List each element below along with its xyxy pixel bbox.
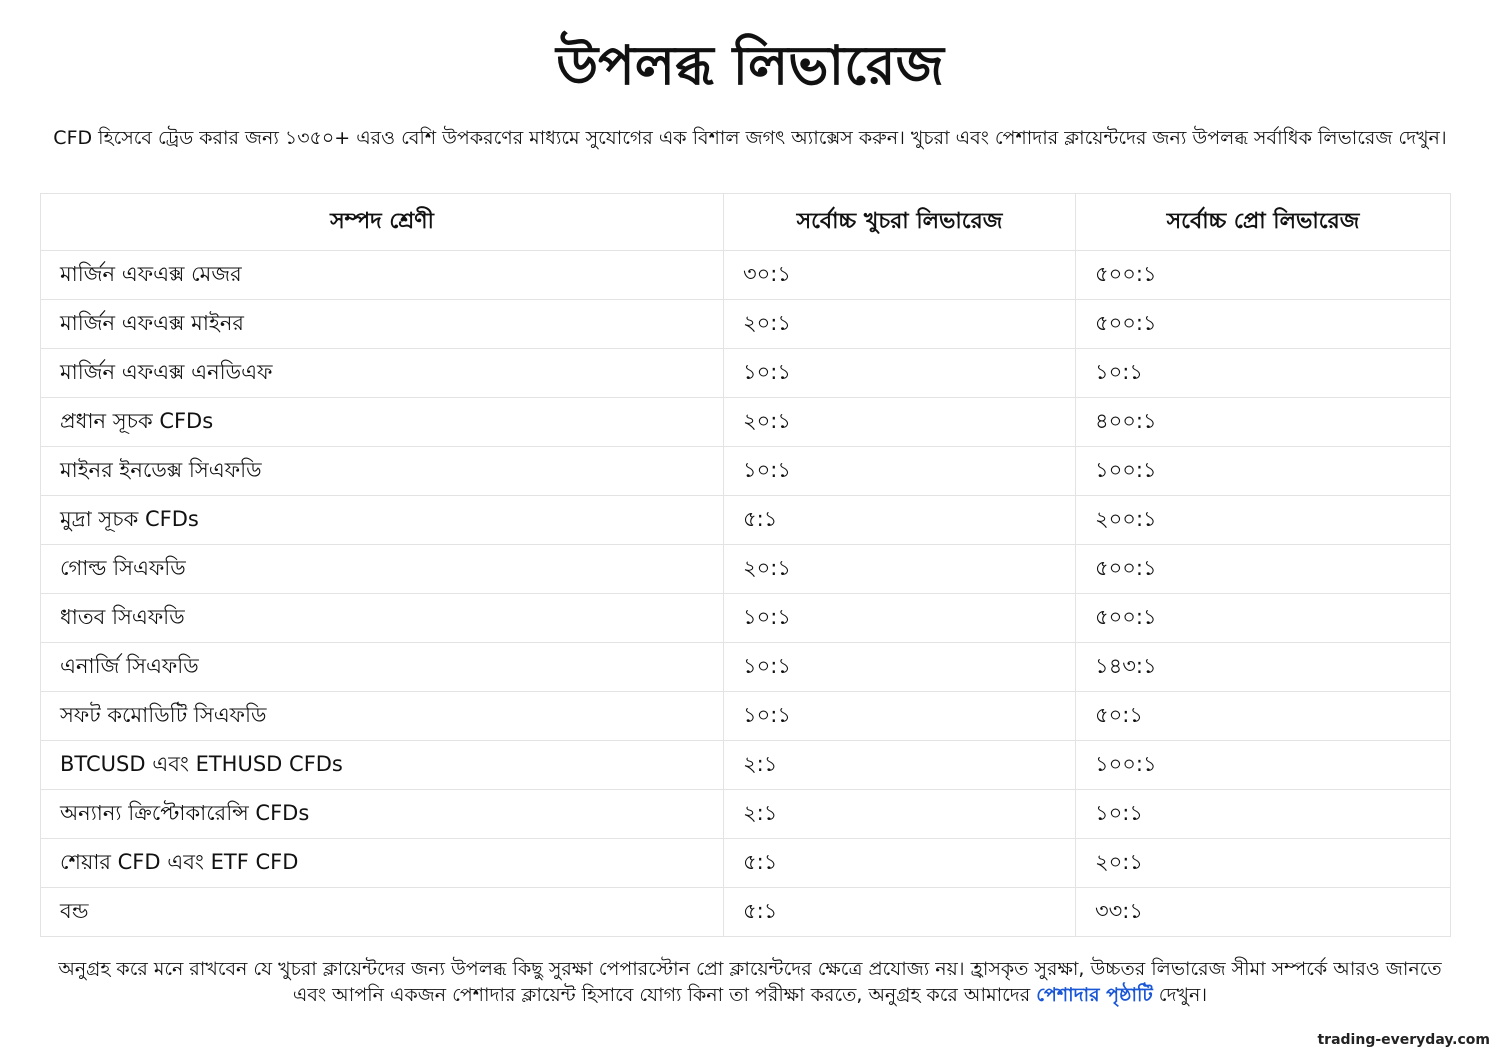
asset-class-cell: মার্জিন এফএক্স মেজর	[41, 251, 724, 300]
page-title: উপলব্ধ লিভারেজ	[556, 34, 944, 97]
footer-note	[40, 956, 1460, 1008]
asset-class-cell: সফট কমোডিটি সিএফডি	[41, 692, 724, 741]
pro-leverage-cell: ৫০:১	[1076, 692, 1451, 741]
table-row	[41, 790, 1451, 839]
table-row	[41, 888, 1451, 937]
pro-leverage-cell: ৫০০:১	[1076, 594, 1451, 643]
table-row	[41, 398, 1451, 447]
pro-leverage-cell: ১০০:১	[1076, 447, 1451, 496]
retail-leverage-cell: ৫:১	[724, 839, 1076, 888]
asset-class-cell: ধাতব সিএফডি	[41, 594, 724, 643]
watermark: trading-everyday.com	[1317, 1032, 1490, 1048]
table-header	[41, 194, 1451, 251]
asset-class-cell: এনার্জি সিএফডি	[41, 643, 724, 692]
table-row	[41, 300, 1451, 349]
asset-class-cell: বন্ড	[41, 888, 724, 937]
table-row	[41, 594, 1451, 643]
footer-text-after: দেখুন।	[1152, 984, 1208, 1006]
leverage-table	[40, 193, 1451, 937]
pro-leverage-cell: ৫০০:১	[1076, 300, 1451, 349]
table-row	[41, 496, 1451, 545]
pro-leverage-cell: ১০০:১	[1076, 741, 1451, 790]
asset-class-cell: অন্যান্য ক্রিপ্টোকারেন্সি CFDs	[41, 790, 724, 839]
retail-leverage-cell: ২০:১	[724, 545, 1076, 594]
retail-leverage-cell: ৩০:১	[724, 251, 1076, 300]
table-row	[41, 741, 1451, 790]
table-row	[41, 447, 1451, 496]
retail-leverage-cell: ১০:১	[724, 643, 1076, 692]
header-asset-class: সম্পদ শ্রেণী	[41, 194, 724, 251]
table-row	[41, 692, 1451, 741]
pro-leverage-cell: ৫০০:১	[1076, 251, 1451, 300]
retail-leverage-cell: ১০:১	[724, 349, 1076, 398]
pro-leverage-cell: ৫০০:১	[1076, 545, 1451, 594]
table-row	[41, 839, 1451, 888]
table-body	[41, 251, 1451, 937]
retail-leverage-cell: ১০:১	[724, 692, 1076, 741]
asset-class-cell: শেয়ার CFD এবং ETF CFD	[41, 839, 724, 888]
retail-leverage-cell: ২:১	[724, 741, 1076, 790]
table-header-row	[41, 194, 1451, 251]
table-row	[41, 545, 1451, 594]
retail-leverage-cell: ৫:১	[724, 888, 1076, 937]
retail-leverage-cell: ৫:১	[724, 496, 1076, 545]
retail-leverage-cell: ১০:১	[724, 447, 1076, 496]
retail-leverage-cell: ২০:১	[724, 398, 1076, 447]
pro-leverage-cell: ৪০০:১	[1076, 398, 1451, 447]
retail-leverage-cell: ১০:১	[724, 594, 1076, 643]
pro-leverage-cell: ১০:১	[1076, 790, 1451, 839]
pro-leverage-cell: ১৪৩:১	[1076, 643, 1451, 692]
pro-leverage-cell: ২০:১	[1076, 839, 1451, 888]
retail-leverage-cell: ২:১	[724, 790, 1076, 839]
asset-class-cell: BTCUSD এবং ETHUSD CFDs	[41, 741, 724, 790]
footer-text-before: অনুগ্রহ করে মনে রাখবেন যে খুচরা ক্লায়েন্টদের জন্য উপলব্ধ কিছু সুরক্ষা পেপারস্টোন প্রো ক্লায়েন্টদের ক্ষেত্রে প্রযোজ্য নয়। হ্রাসকৃত সুরক্ষা, উচ্চতর লিভারেজ সীমা সম্পর্কে আরও জানতে এবং আপনি একজন পেশাদার ক্লায়েন্ট হিসাবে যোগ্য কিনা তা পরীক্ষা করতে, অনুগ্রহ করে আমাদের	[58, 958, 1442, 1006]
intro-paragraph: CFD হিসেবে ট্রেড করার জন্য ১৩৫০+ এরও বেশি উপকরণের মাধ্যমে সুযোগের এক বিশাল জগৎ অ্যাক্সেস করুন। খুচরা এবং পেশাদার ক্লায়েন্টদের জন্য উপলব্ধ সর্বাধিক লিভারেজ দেখুন।	[53, 127, 1447, 149]
table-row	[41, 349, 1451, 398]
professional-page-link[interactable]: পেশাদার পৃষ্ঠাটি	[1036, 984, 1153, 1006]
header-max-pro-leverage: সর্বোচ্চ প্রো লিভারেজ	[1076, 194, 1451, 251]
asset-class-cell: প্রধান সূচক CFDs	[41, 398, 724, 447]
header-max-retail-leverage: সর্বোচ্চ খুচরা লিভারেজ	[724, 194, 1076, 251]
pro-leverage-cell: ৩৩:১	[1076, 888, 1451, 937]
asset-class-cell: গোল্ড সিএফডি	[41, 545, 724, 594]
asset-class-cell: মার্জিন এফএক্স মাইনর	[41, 300, 724, 349]
asset-class-cell: মার্জিন এফএক্স এনডিএফ	[41, 349, 724, 398]
pro-leverage-cell: ২০০:১	[1076, 496, 1451, 545]
asset-class-cell: মাইনর ইনডেক্স সিএফডি	[41, 447, 724, 496]
asset-class-cell: মুদ্রা সূচক CFDs	[41, 496, 724, 545]
table-row	[41, 251, 1451, 300]
retail-leverage-cell: ২০:১	[724, 300, 1076, 349]
table-row	[41, 643, 1451, 692]
pro-leverage-cell: ১০:১	[1076, 349, 1451, 398]
